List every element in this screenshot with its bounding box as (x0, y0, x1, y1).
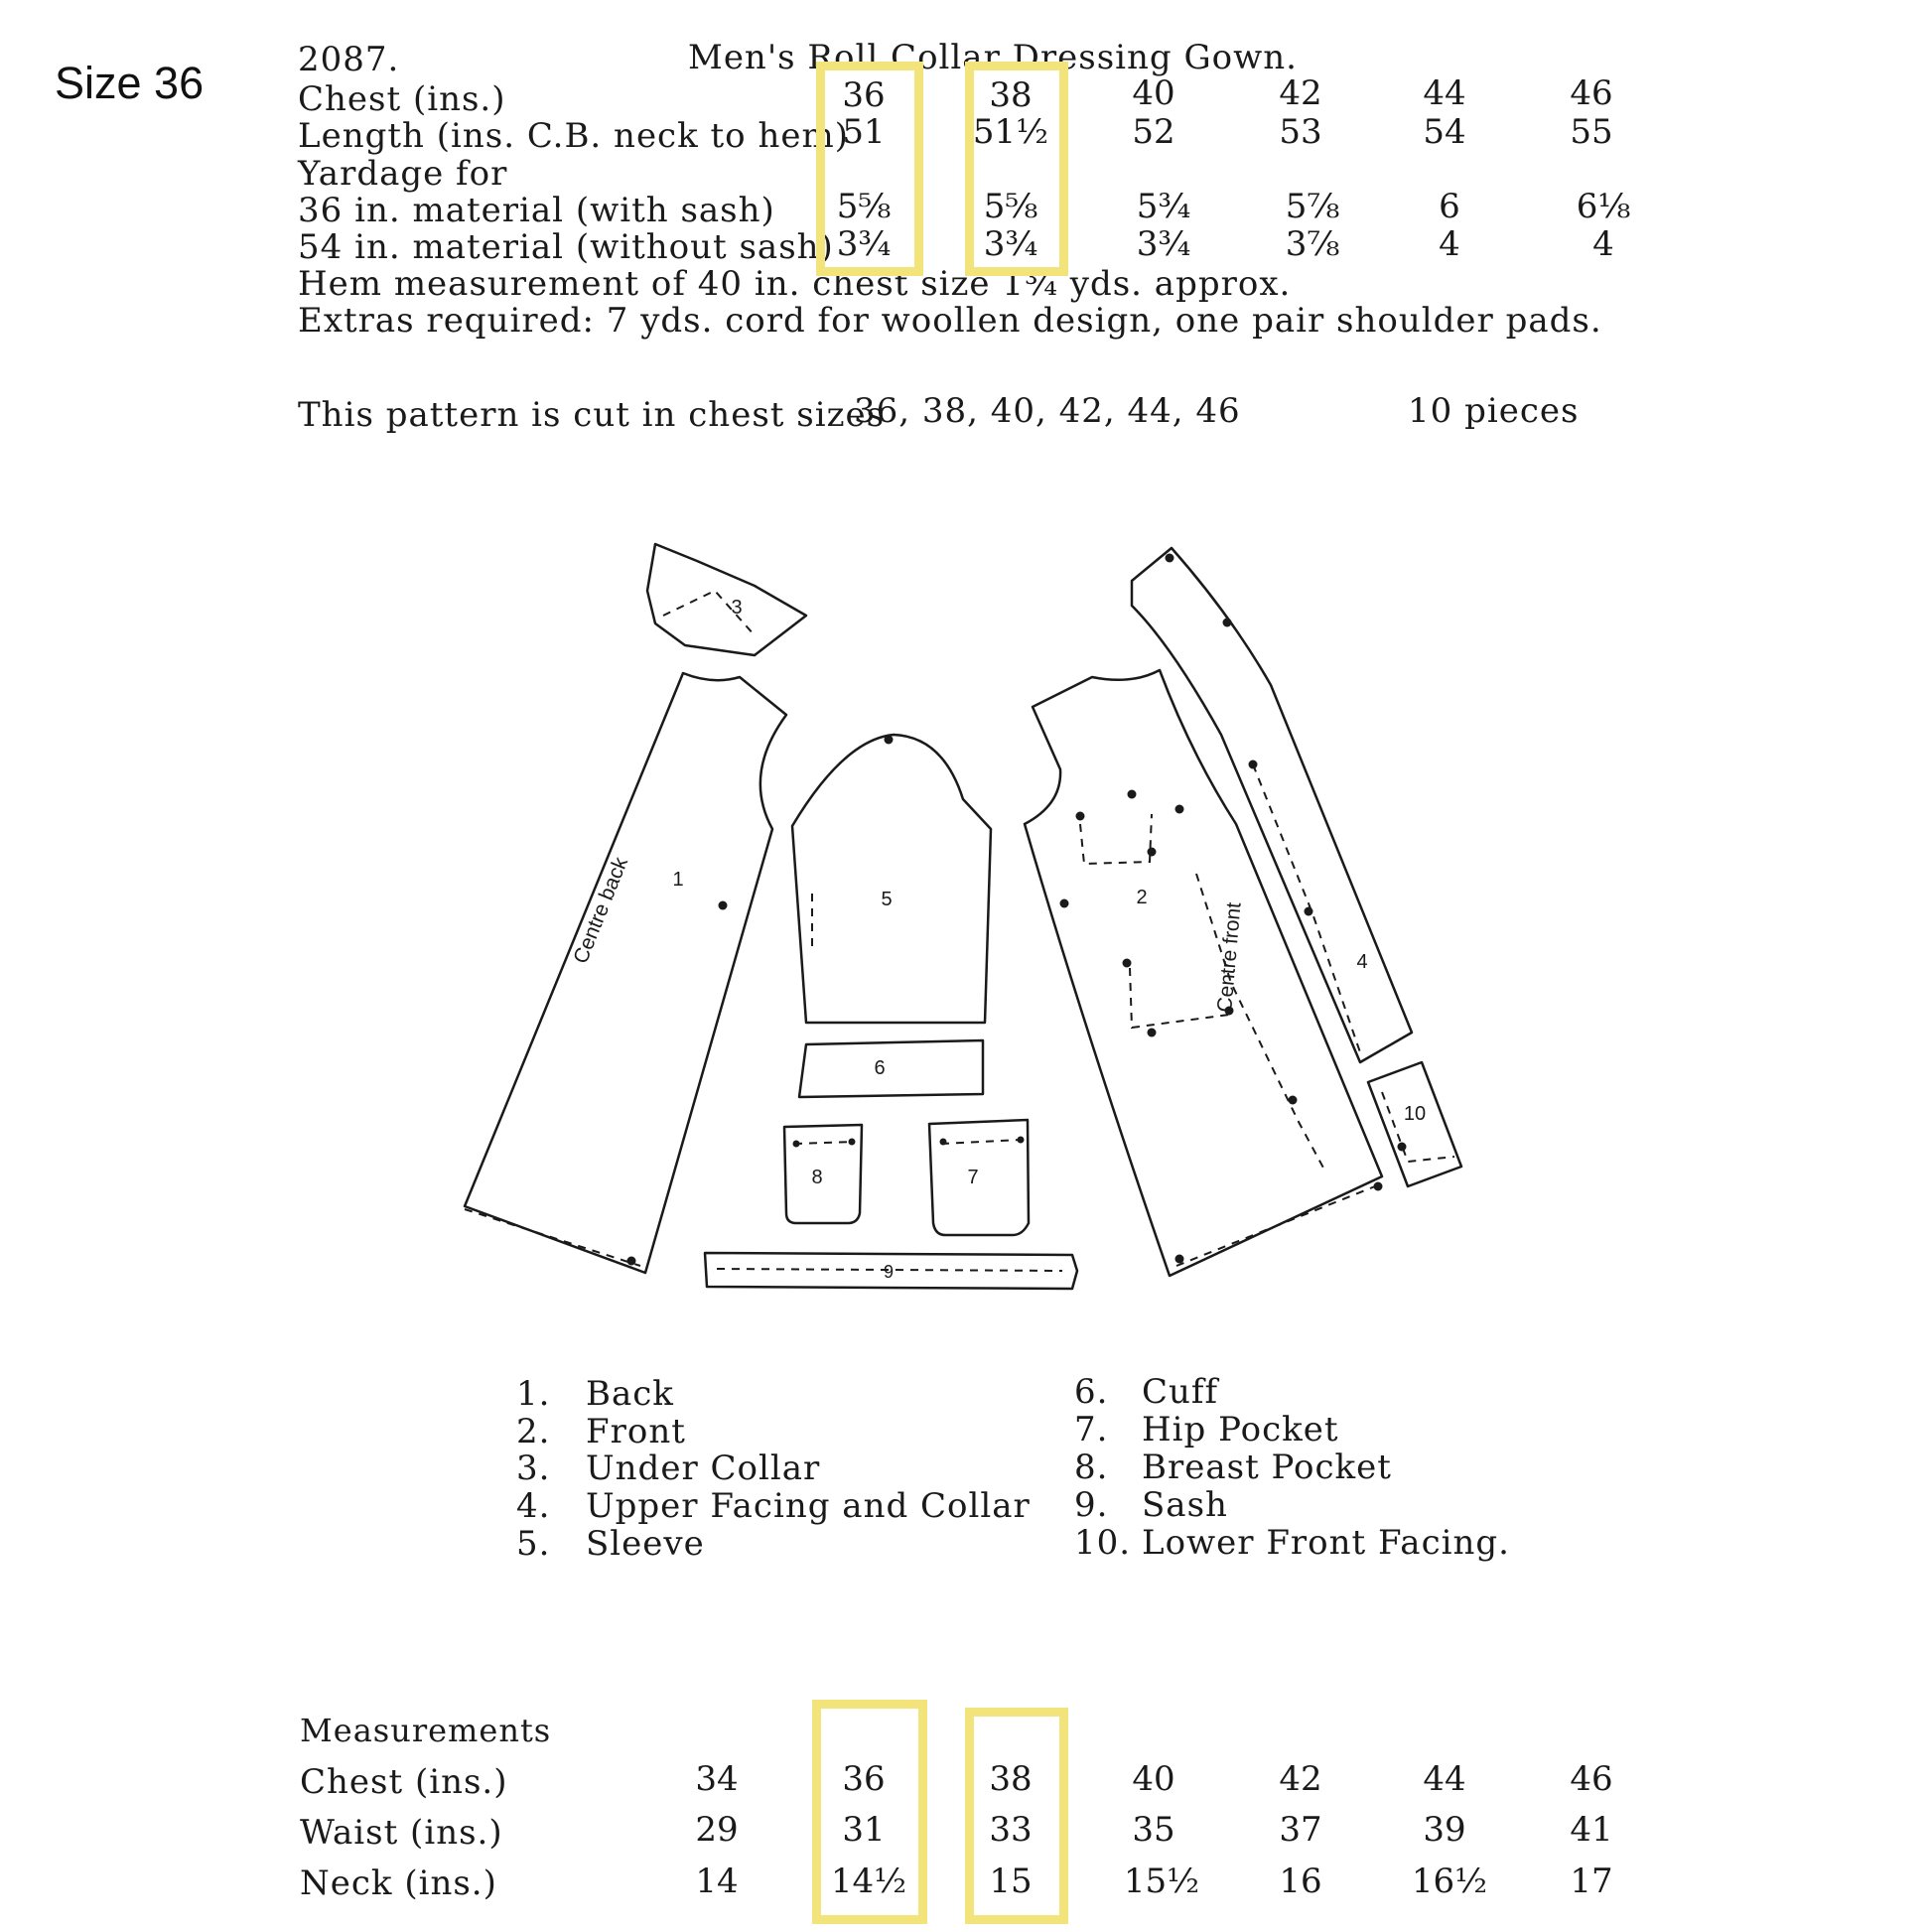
meas-chest-42: 42 (1279, 1759, 1322, 1799)
yard54-38: 3¾ (983, 224, 1038, 264)
legend-num-10: 10. (1074, 1523, 1132, 1563)
yard36-38: 5⅝ (983, 187, 1038, 226)
yard54-46: 4 (1592, 224, 1614, 264)
yard54-42: 3⅞ (1285, 224, 1340, 264)
meas-neck-14-5: 14½ (830, 1862, 907, 1901)
legend-name-2: Front (586, 1412, 686, 1451)
yard54-44: 4 (1439, 224, 1460, 264)
centre-back-label: Centre back (569, 854, 633, 967)
meas-chest-38: 38 (989, 1759, 1033, 1799)
meas-neck-16: 16 (1279, 1862, 1322, 1901)
piece-label-6: 6 (874, 1057, 886, 1079)
legend-num-3: 3. (516, 1449, 551, 1488)
yard54-36: 3¾ (836, 224, 892, 264)
meas-waist-29: 29 (695, 1810, 739, 1850)
meas-waist-35: 35 (1132, 1810, 1175, 1850)
centre-front-label: Centre front (1213, 900, 1246, 1014)
pattern-title: Men's Roll Collar Dressing Gown. (688, 38, 1298, 77)
highlight-size-36-bottom (812, 1700, 927, 1924)
length-42: 53 (1279, 112, 1322, 152)
measurements-heading: Measurements (300, 1712, 552, 1749)
row-label-54in: 54 in. material (without sash) (298, 227, 834, 267)
piece-label-7: 7 (967, 1167, 979, 1188)
length-36: 51 (842, 112, 886, 152)
chest-36: 36 (842, 75, 886, 115)
chest-38: 38 (989, 75, 1033, 115)
upper-facing-piece (1132, 548, 1412, 1062)
legend-num-9: 9. (1074, 1485, 1109, 1525)
yard36-44: 6 (1439, 187, 1460, 226)
meas-neck-15: 15 (989, 1862, 1033, 1901)
meas-waist-41: 41 (1570, 1810, 1613, 1850)
legend-num-4: 4. (516, 1486, 551, 1526)
pieces-count: 10 pieces (1408, 391, 1580, 431)
chest-44: 44 (1423, 73, 1466, 113)
legend-name-6: Cuff (1142, 1372, 1219, 1412)
meas-neck-15-5: 15½ (1123, 1862, 1200, 1901)
piece-label-3: 3 (731, 597, 743, 619)
piece-label-5: 5 (881, 889, 893, 910)
row-label-yardage: Yardage for (298, 154, 508, 194)
legend-num-6: 6. (1074, 1372, 1109, 1412)
length-44: 54 (1423, 112, 1466, 152)
size-label: Size 36 (55, 58, 205, 108)
chest-40: 40 (1132, 73, 1175, 113)
piece-label-4: 4 (1356, 951, 1368, 973)
meas-waist-33: 33 (989, 1810, 1033, 1850)
legend-name-8: Breast Pocket (1142, 1448, 1392, 1487)
legend-name-5: Sleeve (586, 1524, 705, 1564)
piece-label-2: 2 (1136, 887, 1148, 908)
row-label-length: Length (ins. C.B. neck to hem) (298, 116, 849, 156)
legend-name-4: Upper Facing and Collar (586, 1486, 1031, 1526)
front-piece (1025, 670, 1382, 1276)
row-label-chest: Chest (ins.) (298, 79, 506, 119)
length-40: 52 (1132, 112, 1175, 152)
cuff-piece (799, 1040, 983, 1097)
back-piece (465, 673, 786, 1273)
length-46: 55 (1570, 112, 1613, 152)
legend-num-7: 7. (1074, 1410, 1109, 1449)
chest-42: 42 (1279, 73, 1322, 113)
cut-note-label: This pattern is cut in chest sizes (298, 395, 886, 435)
legend-num-8: 8. (1074, 1448, 1109, 1487)
legend-name-9: Sash (1142, 1485, 1228, 1525)
hem-note: Hem measurement of 40 in. chest size 1¾ yds. approx. (298, 264, 1292, 304)
meas-chest-36: 36 (842, 1759, 886, 1799)
length-38: 51½ (972, 112, 1049, 152)
yard36-36: 5⅝ (836, 187, 892, 226)
meas-label-waist: Waist (ins.) (300, 1813, 503, 1853)
yard36-42: 5⅞ (1285, 187, 1340, 226)
row-label-36in: 36 in. material (with sash) (298, 191, 775, 230)
meas-neck-14: 14 (695, 1862, 739, 1901)
legend-num-1: 1. (516, 1374, 551, 1414)
meas-chest-46: 46 (1570, 1759, 1613, 1799)
meas-neck-17: 17 (1570, 1862, 1613, 1901)
legend-name-10: Lower Front Facing. (1142, 1523, 1510, 1563)
meas-waist-37: 37 (1279, 1810, 1322, 1850)
chest-46: 46 (1570, 73, 1613, 113)
meas-label-chest: Chest (ins.) (300, 1762, 508, 1802)
legend-num-5: 5. (516, 1524, 551, 1564)
meas-label-neck: Neck (ins.) (300, 1863, 497, 1903)
highlight-size-38-bottom (965, 1708, 1068, 1924)
piece-label-10: 10 (1403, 1103, 1427, 1125)
legend-num-2: 2. (516, 1412, 551, 1451)
piece-label-9: 9 (883, 1262, 895, 1282)
yard54-40: 3¾ (1136, 224, 1191, 264)
yard36-40: 5¾ (1136, 187, 1191, 226)
hip-pocket-piece (929, 1120, 1029, 1235)
extras-note: Extras required: 7 yds. cord for woollen design, one pair shoulder pads. (298, 301, 1602, 341)
sleeve-piece (792, 735, 991, 1023)
piece-label-8: 8 (811, 1167, 823, 1188)
meas-neck-16-5: 16½ (1411, 1862, 1488, 1901)
meas-chest-34: 34 (695, 1759, 739, 1799)
cut-sizes: 36, 38, 40, 42, 44, 46 (854, 391, 1241, 431)
meas-waist-31: 31 (842, 1810, 886, 1850)
under-collar-piece (647, 544, 806, 655)
yard36-46: 6⅛ (1576, 187, 1631, 226)
meas-waist-39: 39 (1423, 1810, 1466, 1850)
meas-chest-44: 44 (1423, 1759, 1466, 1799)
meas-chest-40: 40 (1132, 1759, 1175, 1799)
pattern-number: 2087. (298, 40, 400, 79)
legend-name-1: Back (586, 1374, 674, 1414)
legend-name-7: Hip Pocket (1142, 1410, 1339, 1449)
legend-name-3: Under Collar (586, 1449, 821, 1488)
piece-label-1: 1 (672, 869, 684, 891)
